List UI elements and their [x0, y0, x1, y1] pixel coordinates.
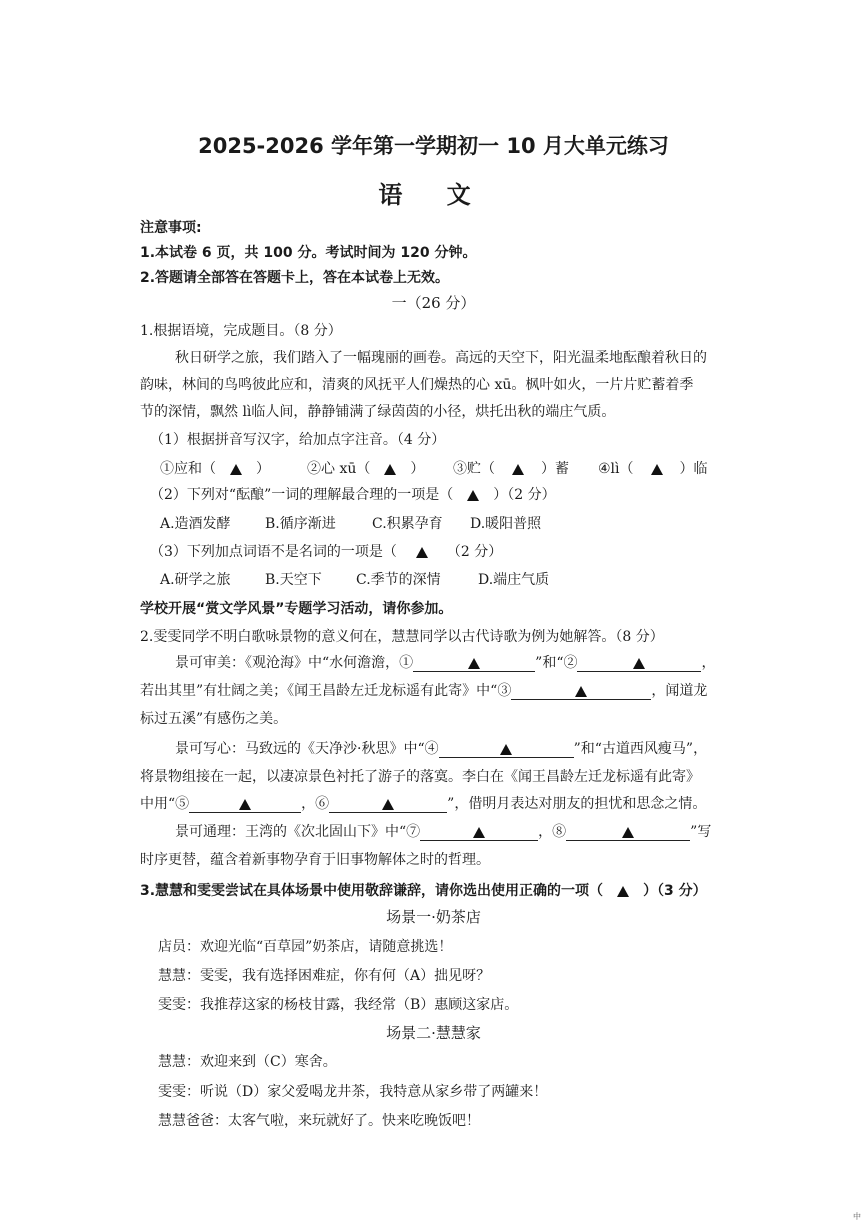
q1-sub1-item-2: ②心 xū（ ）: [307, 461, 425, 477]
scene-2-line-1: 慧慧：欢迎来到（C）寒舍。: [158, 1054, 337, 1070]
notice-item-2: 2.答题请全部答在答题卡上，答在本试卷上无效。: [140, 270, 450, 286]
q1-sub1-item-4: ④lì（ ）临: [598, 461, 708, 477]
q1-sub3: （3）下列加点词语不是名词的一项是（ （2 分）: [150, 544, 503, 560]
answer-blank-6[interactable]: [329, 796, 447, 813]
q1-passage-line-2: 韵味，林间的鸟鸣彼此应和，清爽的风抚平人们燥热的心 xū。枫叶如火，一片片贮蓄着季: [140, 377, 694, 393]
answer-blank-8[interactable]: [566, 824, 690, 841]
scene-1-line-1: 店员：欢迎光临“百草园”奶茶店，请随意挑选！: [158, 939, 453, 955]
answer-triangle-icon: [467, 490, 479, 501]
q2-line-1: 景可审美：《观沧海》中“水何澹澹，① ”和“② ，: [175, 655, 716, 671]
answer-triangle-icon: [473, 827, 485, 838]
q3-stem: 3.慧慧和雯雯尝试在具体场景中使用敬辞谦辞，请你选出使用正确的一项（ ）（3 分）: [140, 883, 707, 899]
answer-triangle-icon: [468, 658, 480, 669]
exam-title: 2025-2026 学年第一学期初一 10 月大单元练习: [198, 134, 669, 158]
answer-blank-2[interactable]: [577, 655, 701, 672]
q2-line-3: 标过五溪”有感伤之美。: [140, 711, 288, 727]
scene-1-line-3: 雯雯：我推荐这家的杨枝甘露，我经常（B）惠顾这家店。: [158, 997, 519, 1013]
q2-line-6: 中用“⑤ ，⑥ ”，借明月表达对朋友的担忧和思念之情。: [140, 796, 707, 812]
answer-triangle-icon: [617, 886, 629, 897]
q1-sub3-option-a: A.研学之旅: [160, 572, 231, 588]
scene-2-title: 场景二·慧慧家: [386, 1024, 481, 1042]
q2-line-5: 将景物组接在一起，以凄凉景色衬托了游子的落寞。李白在《闻王昌龄左迁龙标遥有此寄》: [140, 769, 700, 785]
answer-triangle-icon: [575, 686, 587, 697]
q1-sub2-option-d: D.暖阳普照: [470, 516, 542, 532]
answer-triangle-icon: [651, 464, 663, 475]
answer-triangle-icon: [622, 827, 634, 838]
q1-passage-line-3: 节的深情，飘然 lì临人间，静静铺满了绿茵茵的小径，烘托出秋的端庄气质。: [140, 404, 616, 420]
answer-triangle-icon: [500, 744, 512, 755]
scene-1-title: 场景一·奶茶店: [386, 908, 481, 926]
answer-blank-4[interactable]: [439, 741, 574, 758]
section-one-label: 一（26 分）: [391, 294, 476, 312]
q2-line-7: 景可通理：王湾的《次北固山下》中“⑦ ，⑧ ”写: [175, 824, 712, 840]
answer-blank-3[interactable]: [511, 683, 651, 700]
scene-1-line-2: 慧慧：雯雯，我有选择困难症，你有何（A）拙见呀？: [158, 968, 491, 984]
q1-sub2: （2）下列对“酝酿”一词的理解最合理的一项是（ ）（2 分）: [150, 487, 556, 503]
answer-triangle-icon: [230, 464, 242, 475]
q1-sub3-option-c: C.季节的深情: [356, 572, 441, 588]
answer-triangle-icon: [633, 658, 645, 669]
notice-item-1: 1.本试卷 6 页，共 100 分。考试时间为 120 分钟。: [140, 245, 477, 261]
q1-sub2-option-a: A.造酒发酵: [160, 516, 231, 532]
answer-triangle-icon: [416, 547, 428, 558]
q1-passage-line-1: 秋日研学之旅，我们踏入了一幅瑰丽的画卷。高远的天空下，阳光温柔地酝酿着秋日的: [175, 350, 707, 366]
answer-triangle-icon: [239, 799, 251, 810]
q1-sub1-item-3: ③贮（ ）蓄: [453, 461, 569, 477]
q1-sub1: （1）根据拼音写汉字，给加点字注音。（4 分）: [150, 432, 446, 448]
scene-2-line-3: 慧慧爸爸：太客气啦，来玩就好了。快来吃晚饭吧！: [158, 1113, 480, 1129]
answer-triangle-icon: [382, 799, 394, 810]
notice-heading: 注意事项:: [140, 220, 202, 236]
q2-line-4: 景可写心：马致远的《天净沙·秋思》中“④ ”和“古道西风瘦马”，: [175, 741, 708, 757]
q1-sub3-option-b: B.天空下: [265, 572, 322, 588]
q2-line-8: 时序更替，蕴含着新事物孕育于旧事物解体之时的哲理。: [140, 852, 490, 868]
answer-triangle-icon: [384, 464, 396, 475]
scene-2-line-2: 雯雯：听说（D）家父爱喝龙井茶，我特意从家乡带了两罐来！: [158, 1084, 548, 1100]
q2-stem: 2.雯雯同学不明白歌咏景物的意义何在，慧慧同学以古代诗歌为例为她解答。（8 分）: [140, 629, 664, 645]
q1-sub1-item-1: ①应和（ ）: [160, 461, 270, 477]
q1-stem: 1.根据语境，完成题目。（8 分）: [140, 323, 342, 339]
corner-mark: 中: [853, 1212, 861, 1221]
answer-triangle-icon: [512, 464, 524, 475]
answer-blank-7[interactable]: [420, 824, 538, 841]
q1-sub2-option-c: C.积累孕育: [372, 516, 443, 532]
answer-blank-5[interactable]: [189, 796, 301, 813]
q1-sub2-option-b: B.循序渐进: [265, 516, 336, 532]
activity-intro: 学校开展“赏文学风景”专题学习活动，请你参加。: [140, 601, 453, 617]
subject-title: 语 文: [378, 181, 489, 209]
q1-sub3-option-d: D.端庄气质: [478, 572, 550, 588]
q2-line-2: 若出其里”有壮阔之美；《闻王昌龄左迁龙标遥有此寄》中“③ ，闻道龙: [140, 683, 708, 699]
answer-blank-1[interactable]: [413, 655, 535, 672]
